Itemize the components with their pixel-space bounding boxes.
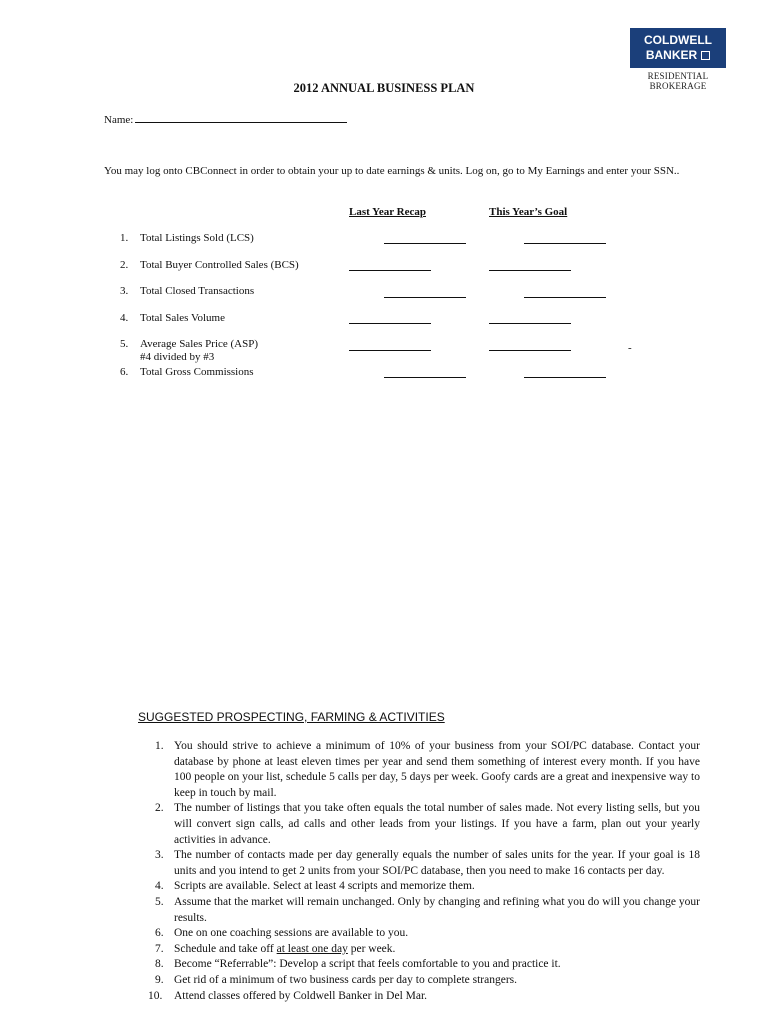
last-year-blank[interactable] [384,243,466,244]
this-year-blank[interactable] [524,377,606,378]
row-label: 2. Total Buyer Controlled Sales (BCS) [120,259,299,271]
column-header-last-year: Last Year Recap [349,206,426,218]
list-item: 4. Scripts are available. Select at least 4 scripts and memorize them. [155,880,475,893]
row-label: 1. Total Listings Sold (LCS) [120,232,254,244]
activities-list [148,739,700,1004]
this-year-blank[interactable] [524,297,606,298]
row-label: 3. Total Closed Transactions [120,285,255,297]
list-item: 1. You should strive to achieve a minimum of 10% of your business from your SOI/PC database. Contact your database by phone at least eleven times per year and send them something of interest every month. If you have 100 people on your list, schedule 5 calls per day, 5 days per week. Goofy cards are a great and inexpensive way to keep in touch by mail. [155,740,700,799]
stray-dash: - [628,342,632,354]
logo-line1: COLDWELL [644,33,712,47]
last-year-blank[interactable] [384,297,466,298]
list-item: 5. Assume that the market will remain unchanged. Only by changing and refining what you do will you change your results. [155,895,700,924]
column-header-this-year: This Year’s Goal [489,206,568,218]
this-year-blank[interactable] [489,350,571,351]
name-field[interactable] [104,112,347,126]
logo-subtitle: RESIDENTIAL BROKERAGE [647,71,709,91]
list-item: 7. Schedule and take off at least one day per week. [155,942,396,955]
row-label: 5. Average Sales Price (ASP) [120,338,259,350]
section-title: SUGGESTED PROSPECTING, FARMING & ACTIVITIES [138,710,445,724]
this-year-blank[interactable] [524,243,606,244]
list-item: 10. Attend classes offered by Coldwell Banker in Del Mar. [148,989,428,1002]
list-item: 9. Get rid of a minimum of two business cards per day to complete strangers. [155,973,518,986]
row-sublabel: #4 divided by #3 [140,351,215,363]
list-item: 2. The number of listings that you take often equals the total number of sales made. Not every listing sells, but you will convert sign calls, ad calls and other leads from your listings. If you have a farm, plan out your yearly activities in advance. [155,802,700,846]
name-blank-line[interactable] [135,112,347,123]
list-item: 3. The number of contacts made per day generally equals the number of sales units for the year. If your goal is 18 units and you intend to get 2 units from your SOI/PC database, then you need to make 16 contacts per day. [155,849,700,877]
logo-square-icon [701,51,710,60]
last-year-blank[interactable] [349,270,431,271]
row-label: 4. Total Sales Volume [120,312,225,324]
this-year-blank[interactable] [489,323,571,324]
logo-line2: BANKER [645,48,698,62]
name-label: Name: [104,114,134,126]
coldwell-banker-logo [630,28,726,68]
row-label: 6. Total Gross Commissions [120,366,254,378]
intro-paragraph: You may log onto CBConnect in order to obtain your up to date earnings & units. Log on, go to My Earnings and enter your SSN.. [104,165,680,177]
underlined-phrase: at least one day [276,942,348,955]
page-title: 2012 ANNUAL BUSINESS PLAN [293,81,475,95]
last-year-blank[interactable] [349,350,431,351]
this-year-blank[interactable] [489,270,571,271]
list-item: 8. Become “Referrable”: Develop a script that feels comfortable to you and practice it. [155,958,561,971]
last-year-blank[interactable] [384,377,466,378]
last-year-blank[interactable] [349,323,431,324]
list-item: 6. One on one coaching sessions are available to you. [155,927,409,940]
